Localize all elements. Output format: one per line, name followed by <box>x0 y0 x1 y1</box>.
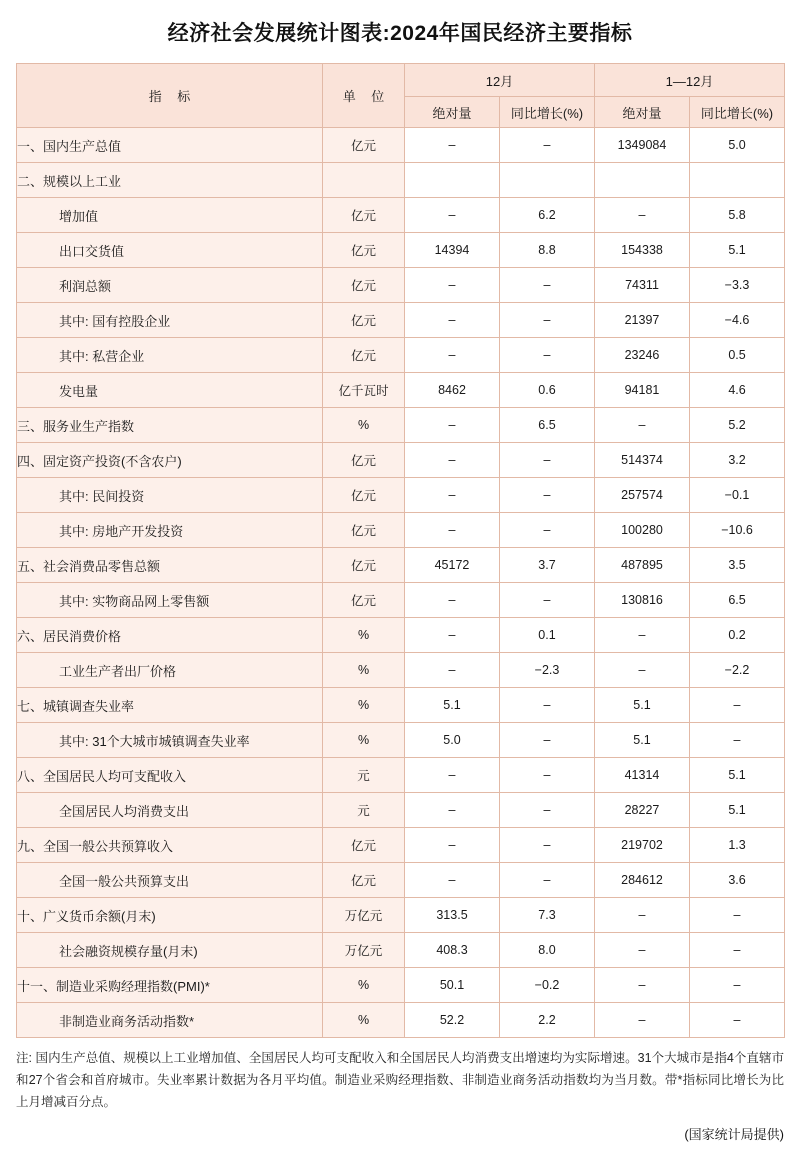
table-row <box>17 653 785 688</box>
cell-cumulative-growth: – <box>690 968 785 1003</box>
row-label: 出口交货值 <box>17 233 323 268</box>
col-header-indicator: 指 标 <box>17 64 323 128</box>
table-row <box>17 443 785 478</box>
cell-cumulative-absolute: 41314 <box>595 758 690 793</box>
cell-month-absolute: 52.2 <box>405 1003 500 1038</box>
cell-month-growth: 0.1 <box>500 618 595 653</box>
col-header-group-cumulative: 1—12月 <box>595 64 785 97</box>
row-label: 其中: 实物商品网上零售额 <box>17 583 323 618</box>
row-label: 增加值 <box>17 198 323 233</box>
table-row <box>17 723 785 758</box>
table-row <box>17 863 785 898</box>
cell-cumulative-absolute: 284612 <box>595 863 690 898</box>
col-header-group-month: 12月 <box>405 64 595 97</box>
cell-month-absolute: 14394 <box>405 233 500 268</box>
cell-cumulative-growth: −10.6 <box>690 513 785 548</box>
cell-cumulative-growth: – <box>690 688 785 723</box>
row-unit: 亿元 <box>323 863 405 898</box>
row-unit: % <box>323 688 405 723</box>
row-unit: % <box>323 408 405 443</box>
cell-month-growth: −0.2 <box>500 968 595 1003</box>
cell-month-growth: – <box>500 443 595 478</box>
cell-cumulative-growth: −0.1 <box>690 478 785 513</box>
page-title: 经济社会发展统计图表:2024年国民经济主要指标 <box>167 22 633 45</box>
table-row <box>17 198 785 233</box>
cell-cumulative-absolute: – <box>595 933 690 968</box>
cell-month-absolute: 408.3 <box>405 933 500 968</box>
cell-month-absolute <box>405 163 500 198</box>
row-unit: 元 <box>323 758 405 793</box>
cell-cumulative-absolute: – <box>595 968 690 1003</box>
cell-month-absolute: 5.1 <box>405 688 500 723</box>
table-row <box>17 688 785 723</box>
row-unit: % <box>323 618 405 653</box>
cell-month-absolute: – <box>405 793 500 828</box>
cell-cumulative-absolute: – <box>595 898 690 933</box>
cell-month-growth: 6.2 <box>500 198 595 233</box>
row-label: 六、居民消费价格 <box>17 618 323 653</box>
cell-month-absolute: 8462 <box>405 373 500 408</box>
cell-month-absolute: – <box>405 338 500 373</box>
row-label: 社会融资规模存量(月末) <box>17 933 323 968</box>
cell-month-absolute: – <box>405 618 500 653</box>
row-unit: 亿元 <box>323 128 405 163</box>
row-label: 其中: 私营企业 <box>17 338 323 373</box>
row-unit: 亿千瓦时 <box>323 373 405 408</box>
cell-month-absolute: – <box>405 198 500 233</box>
cell-cumulative-absolute: 514374 <box>595 443 690 478</box>
col-header-unit: 单 位 <box>323 64 405 128</box>
cell-month-growth: – <box>500 303 595 338</box>
cell-cumulative-absolute: 130816 <box>595 583 690 618</box>
row-label: 七、城镇调查失业率 <box>17 688 323 723</box>
cell-cumulative-absolute: – <box>595 653 690 688</box>
cell-cumulative-growth: −3.3 <box>690 268 785 303</box>
row-unit: 元 <box>323 793 405 828</box>
cell-month-growth: −2.3 <box>500 653 595 688</box>
row-label: 八、全国居民人均可支配收入 <box>17 758 323 793</box>
table-note: 注: 国内生产总值、规模以上工业增加值、全国居民人均可支配收入和全国居民人均消费支出增速均为实际增速。31个大城市是指4个直辖市和27个省会和首府城市。失业率累计数据为各月平均值。制造业采购经理指数、非制造业商务活动指数均为当月数。带*指标同比增长为比上月增减百分点。 <box>16 1051 784 1110</box>
row-label: 五、社会消费品零售总额 <box>17 548 323 583</box>
table-row <box>17 128 785 163</box>
cell-cumulative-growth: 0.2 <box>690 618 785 653</box>
cell-month-growth: – <box>500 338 595 373</box>
cell-month-growth <box>500 163 595 198</box>
row-unit: % <box>323 653 405 688</box>
row-label: 非制造业商务活动指数* <box>17 1003 323 1038</box>
cell-month-absolute: – <box>405 478 500 513</box>
col-header-cumulative-growth: 同比增长(%) <box>690 97 785 128</box>
cell-month-growth: – <box>500 513 595 548</box>
cell-cumulative-absolute: 154338 <box>595 233 690 268</box>
cell-cumulative-absolute: 100280 <box>595 513 690 548</box>
cell-month-growth: 8.8 <box>500 233 595 268</box>
cell-cumulative-growth: 4.6 <box>690 373 785 408</box>
row-label: 其中: 国有控股企业 <box>17 303 323 338</box>
cell-month-absolute: – <box>405 863 500 898</box>
cell-month-absolute: 5.0 <box>405 723 500 758</box>
cell-cumulative-growth: – <box>690 1003 785 1038</box>
cell-cumulative-absolute: 219702 <box>595 828 690 863</box>
table-body <box>17 128 785 1038</box>
cell-cumulative-growth: – <box>690 898 785 933</box>
cell-cumulative-absolute: 5.1 <box>595 723 690 758</box>
cell-month-growth: – <box>500 793 595 828</box>
cell-month-absolute: – <box>405 583 500 618</box>
row-unit: % <box>323 1003 405 1038</box>
row-unit: 亿元 <box>323 198 405 233</box>
row-unit: % <box>323 723 405 758</box>
cell-cumulative-growth: 5.2 <box>690 408 785 443</box>
cell-month-growth: 3.7 <box>500 548 595 583</box>
row-label: 九、全国一般公共预算收入 <box>17 828 323 863</box>
table-row <box>17 793 785 828</box>
cell-cumulative-growth: 5.8 <box>690 198 785 233</box>
cell-month-growth: 7.3 <box>500 898 595 933</box>
cell-cumulative-growth: 1.3 <box>690 828 785 863</box>
row-unit: 亿元 <box>323 548 405 583</box>
col-header-month-growth: 同比增长(%) <box>500 97 595 128</box>
row-label: 利润总额 <box>17 268 323 303</box>
cell-cumulative-growth: 5.1 <box>690 758 785 793</box>
row-unit: 万亿元 <box>323 933 405 968</box>
cell-month-growth: – <box>500 268 595 303</box>
cell-cumulative-growth: 3.2 <box>690 443 785 478</box>
cell-month-absolute: – <box>405 268 500 303</box>
table-row <box>17 408 785 443</box>
row-label: 十一、制造业采购经理指数(PMI)* <box>17 968 323 1003</box>
row-label: 全国居民人均消费支出 <box>17 793 323 828</box>
col-header-cumulative-absolute: 绝对量 <box>595 97 690 128</box>
cell-cumulative-growth: 5.0 <box>690 128 785 163</box>
cell-cumulative-absolute: – <box>595 1003 690 1038</box>
cell-month-growth: – <box>500 583 595 618</box>
cell-month-absolute: – <box>405 303 500 338</box>
table-row <box>17 548 785 583</box>
table-row <box>17 478 785 513</box>
cell-month-absolute: – <box>405 513 500 548</box>
statistics-table <box>16 63 785 1038</box>
cell-month-absolute: 45172 <box>405 548 500 583</box>
cell-cumulative-absolute: 94181 <box>595 373 690 408</box>
table-row <box>17 933 785 968</box>
cell-month-growth: – <box>500 863 595 898</box>
table-row <box>17 898 785 933</box>
cell-cumulative-growth: – <box>690 933 785 968</box>
table-row <box>17 828 785 863</box>
row-unit: 亿元 <box>323 478 405 513</box>
row-label: 其中: 民间投资 <box>17 478 323 513</box>
cell-cumulative-growth: 3.5 <box>690 548 785 583</box>
row-label: 二、规模以上工业 <box>17 163 323 198</box>
table-row <box>17 758 785 793</box>
row-unit: % <box>323 968 405 1003</box>
cell-month-absolute: – <box>405 408 500 443</box>
table-row <box>17 233 785 268</box>
row-label: 四、固定资产投资(不含农户) <box>17 443 323 478</box>
cell-cumulative-absolute: 74311 <box>595 268 690 303</box>
table-row <box>17 968 785 1003</box>
table-header <box>17 64 785 128</box>
cell-cumulative-growth: 6.5 <box>690 583 785 618</box>
cell-month-absolute: – <box>405 653 500 688</box>
cell-month-growth: 6.5 <box>500 408 595 443</box>
cell-month-growth: 0.6 <box>500 373 595 408</box>
row-unit: 亿元 <box>323 828 405 863</box>
cell-cumulative-growth: 0.5 <box>690 338 785 373</box>
cell-month-absolute: – <box>405 128 500 163</box>
cell-cumulative-absolute: 5.1 <box>595 688 690 723</box>
cell-month-growth: – <box>500 828 595 863</box>
table-row <box>17 338 785 373</box>
table-row <box>17 618 785 653</box>
row-unit: 亿元 <box>323 268 405 303</box>
cell-cumulative-growth: 5.1 <box>690 233 785 268</box>
cell-cumulative-absolute: 257574 <box>595 478 690 513</box>
cell-cumulative-absolute: – <box>595 618 690 653</box>
cell-month-growth: 2.2 <box>500 1003 595 1038</box>
cell-cumulative-absolute: 28227 <box>595 793 690 828</box>
row-unit <box>323 163 405 198</box>
cell-month-absolute: – <box>405 758 500 793</box>
cell-cumulative-absolute: 487895 <box>595 548 690 583</box>
col-header-month-absolute: 绝对量 <box>405 97 500 128</box>
cell-month-absolute: – <box>405 443 500 478</box>
cell-month-growth: – <box>500 128 595 163</box>
row-label: 十、广义货币余额(月末) <box>17 898 323 933</box>
cell-cumulative-absolute <box>595 163 690 198</box>
cell-cumulative-growth: – <box>690 723 785 758</box>
cell-cumulative-absolute: 21397 <box>595 303 690 338</box>
cell-cumulative-growth: 5.1 <box>690 793 785 828</box>
row-unit: 亿元 <box>323 338 405 373</box>
cell-month-absolute: 313.5 <box>405 898 500 933</box>
row-label: 其中: 房地产开发投资 <box>17 513 323 548</box>
cell-cumulative-absolute: – <box>595 198 690 233</box>
cell-month-growth: – <box>500 688 595 723</box>
table-row <box>17 303 785 338</box>
row-label: 一、国内生产总值 <box>17 128 323 163</box>
cell-cumulative-absolute: 1349084 <box>595 128 690 163</box>
row-unit: 亿元 <box>323 233 405 268</box>
cell-month-growth: – <box>500 723 595 758</box>
source-credit: (国家统计局提供) <box>684 1126 784 1142</box>
row-label: 发电量 <box>17 373 323 408</box>
cell-month-absolute: – <box>405 828 500 863</box>
row-label: 工业生产者出厂价格 <box>17 653 323 688</box>
cell-cumulative-absolute: – <box>595 408 690 443</box>
table-row <box>17 513 785 548</box>
table-row <box>17 268 785 303</box>
table-row <box>17 163 785 198</box>
row-unit: 万亿元 <box>323 898 405 933</box>
row-unit: 亿元 <box>323 443 405 478</box>
row-label: 其中: 31个大城市城镇调查失业率 <box>17 723 323 758</box>
table-row <box>17 1003 785 1038</box>
cell-cumulative-growth: 3.6 <box>690 863 785 898</box>
table-row <box>17 373 785 408</box>
cell-month-absolute: 50.1 <box>405 968 500 1003</box>
cell-month-growth: – <box>500 478 595 513</box>
row-label: 三、服务业生产指数 <box>17 408 323 443</box>
cell-month-growth: 8.0 <box>500 933 595 968</box>
cell-month-growth: – <box>500 758 595 793</box>
cell-cumulative-growth <box>690 163 785 198</box>
row-unit: 亿元 <box>323 513 405 548</box>
row-unit: 亿元 <box>323 583 405 618</box>
cell-cumulative-growth: −2.2 <box>690 653 785 688</box>
table-row <box>17 583 785 618</box>
cell-cumulative-growth: −4.6 <box>690 303 785 338</box>
cell-cumulative-absolute: 23246 <box>595 338 690 373</box>
row-unit: 亿元 <box>323 303 405 338</box>
row-label: 全国一般公共预算支出 <box>17 863 323 898</box>
